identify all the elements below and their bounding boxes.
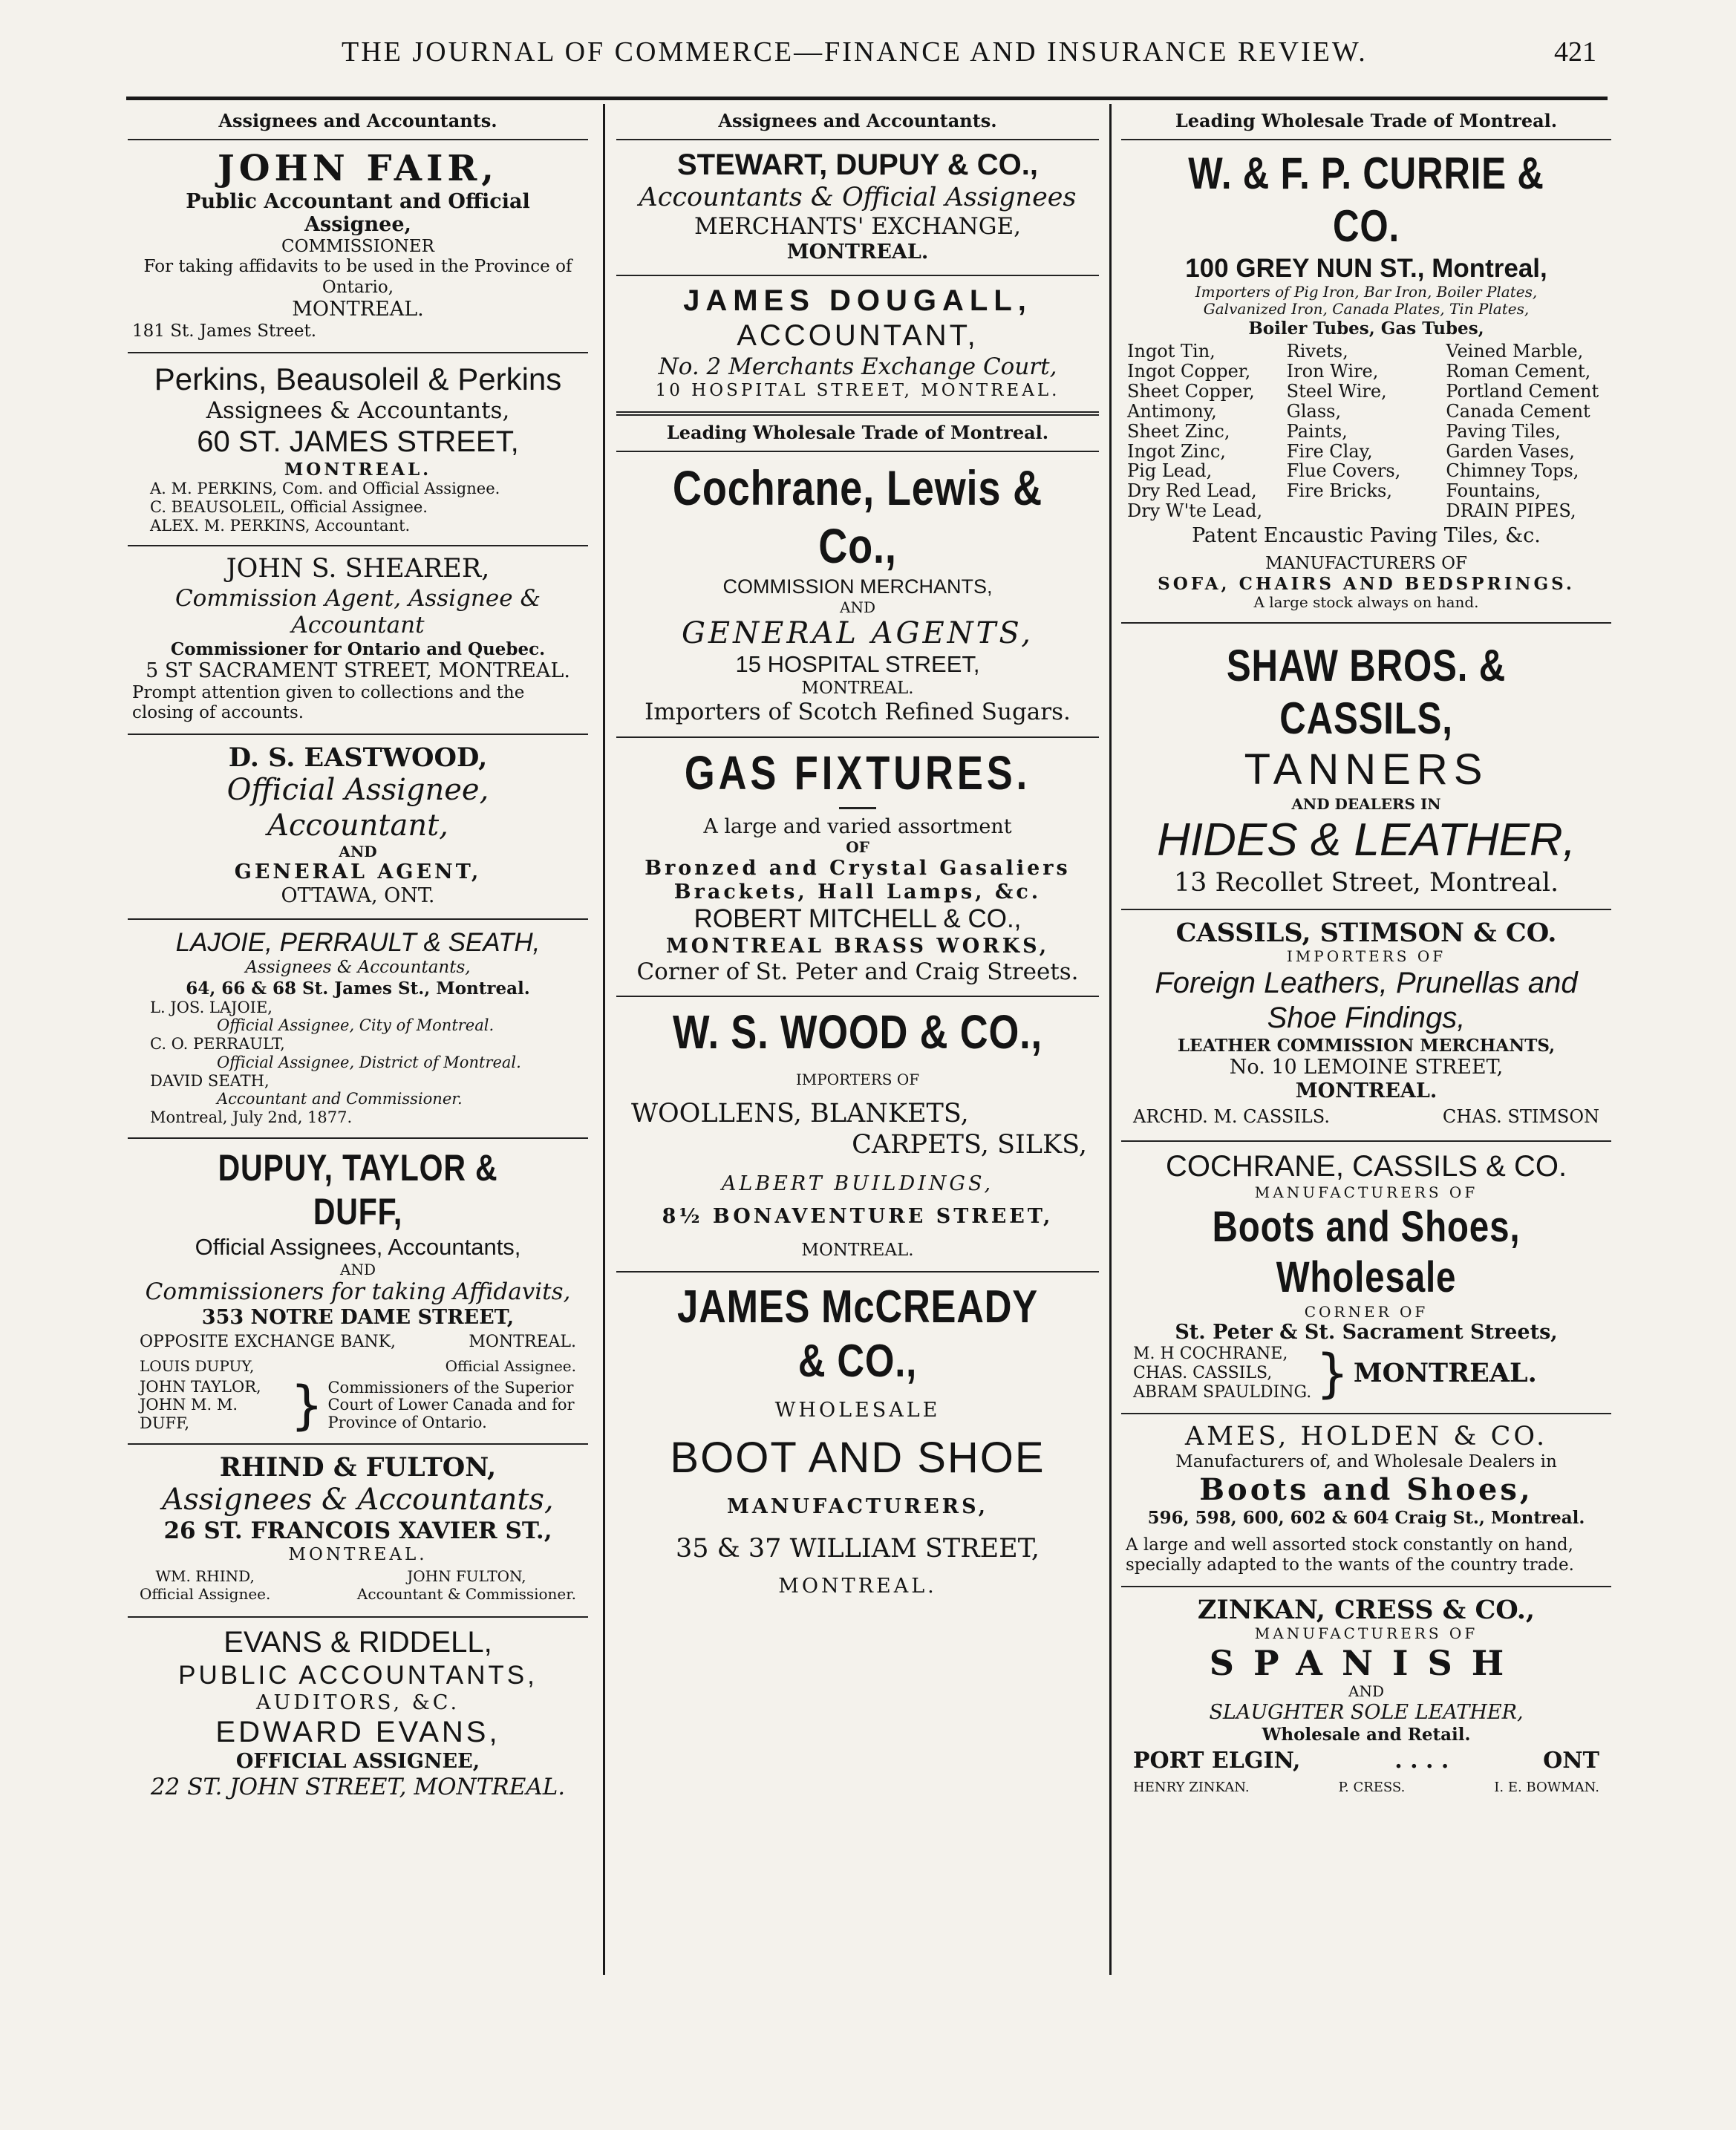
commission-purpose: For taking affidavits to be used in the Province of Ontario,: [143, 257, 572, 297]
advertiser-name: CASSILS, STIMSON & CO.: [1175, 917, 1557, 948]
journal-title: THE JOURNAL OF COMMERCE—FINANCE AND INSURANCE REVIEW.: [342, 36, 1368, 68]
advertiser-name: Perkins, Beausoleil & Perkins: [154, 361, 562, 396]
product-item: Garden Vases,: [1446, 440, 1575, 462]
product-item: Ingot Tin,: [1127, 341, 1215, 362]
product-item: Paving Tiles,: [1446, 420, 1561, 442]
partner: A. M. PERKINS, Com. and Official Assignee.: [150, 480, 500, 498]
building: ALBERT BUILDINGS,: [721, 1172, 994, 1195]
conjunction: AND: [340, 1260, 376, 1278]
ad-lajoie: [128, 920, 588, 1139]
location-row: [1126, 1745, 1607, 1777]
advertiser-role: Commission Agent, Assignee & Accountant: [174, 584, 541, 639]
ad-line: MONTREAL BRASS WORKS,: [665, 934, 1050, 958]
advertiser-role: GENERAL AGENTS,: [681, 616, 1034, 651]
partner-list: [132, 999, 584, 1127]
partner-left: [140, 1568, 270, 1603]
city: MONTREAL.: [801, 1240, 914, 1260]
partner-row: [1126, 1777, 1607, 1798]
street-address: 181 St. James Street.: [132, 321, 317, 341]
partner: L. JOS. LAJOIE,: [150, 998, 273, 1016]
tubes-line: Boiler Tubes, Gas Tubes,: [1248, 318, 1484, 339]
leader-dots: . . . .: [1394, 1747, 1449, 1774]
dealers-label: AND DEALERS IN: [1291, 794, 1441, 813]
partner: C. BEAUSOLEIL, Official Assignee.: [150, 497, 428, 516]
advertiser-name: W. & F. P. CURRIE & CO.: [1188, 148, 1544, 251]
partner-row: [132, 1354, 584, 1378]
advertiser-name: STEWART, DUPUY & CO.,: [677, 148, 1038, 181]
trade: TANNERS: [1244, 745, 1489, 794]
goods-line: WOOLLENS, BLANKETS,: [631, 1099, 969, 1129]
street-address: 35 & 37 WILLIAM STREET,: [675, 1534, 1040, 1564]
ad-line: Corner of St. Peter and Craig Streets.: [636, 958, 1079, 985]
brace-glyph: }: [1316, 1343, 1349, 1404]
advertiser-name: SHAW BROS. & CASSILS,: [1226, 640, 1507, 743]
partner: ABRAM SPAULDING.: [1133, 1382, 1312, 1402]
advertiser-name: W. S. WOOD & CO.,: [673, 1005, 1042, 1059]
ad-line: A large and varied assortment: [703, 815, 1012, 839]
page-number: 421: [1554, 36, 1596, 68]
product-item: Ingot Copper,: [1127, 361, 1251, 382]
street-address: 10 HOSPITAL STREET, MONTREAL.: [655, 380, 1060, 400]
partner-role: Accountant and Commissioner.: [217, 1090, 463, 1108]
advertiser-role: PUBLIC ACCOUNTANTS,: [178, 1661, 538, 1690]
ad-ws-wood: [616, 997, 1099, 1273]
city: MONTREAL.: [292, 297, 424, 321]
advertiser-role: Manufacturers of, and Wholesale Dealers in: [1175, 1452, 1557, 1472]
importers-label: IMPORTERS OF: [1286, 947, 1446, 966]
goods-line: Foreign Leathers, Prunellas and: [1155, 966, 1578, 999]
brace-glyph: }: [290, 1374, 324, 1436]
ad-cassils-stimson: [1121, 910, 1611, 1142]
ad-evans: [128, 1618, 588, 1811]
advertiser-name: AMES, HOLDEN & CO.: [1184, 1421, 1548, 1451]
partner-role: Official Assignee, City of Montreal.: [217, 1016, 495, 1035]
product-item: Sheet Copper,: [1127, 380, 1255, 402]
partner-role: Commissioners of the Superior Court of Lower Canada and for Province of Ontario.: [327, 1378, 575, 1431]
ad-line: Bronzed and Crystal Gasaliers: [645, 856, 1071, 880]
advertiser-name: DUPUY, TAYLOR & DUFF,: [218, 1147, 498, 1233]
person-title: OFFICIAL ASSIGNEE,: [235, 1749, 480, 1773]
street-address: No. 2 Merchants Exchange Court,: [658, 353, 1057, 381]
section-header: Assignees and Accountants.: [128, 104, 588, 140]
product-item: Iron Wire,: [1286, 361, 1379, 382]
product-grid: [1126, 339, 1607, 524]
manufacturers-label: MANUFACTURERS OF: [1254, 1624, 1478, 1643]
street-address: 26 ST. FRANCOIS XAVIER ST.,: [163, 1518, 552, 1545]
section-header: Assignees and Accountants.: [616, 104, 1099, 140]
street-address: 15 HOSPITAL STREET,: [735, 651, 980, 678]
product-item: Glass,: [1286, 400, 1342, 422]
product-item: Fire Clay,: [1286, 440, 1373, 462]
ad-perkins: [128, 353, 588, 547]
partner: JOHN TAYLOR,: [140, 1377, 261, 1396]
advertiser-name: Cochrane, Lewis & Co.,: [672, 460, 1043, 573]
auditors-label: AUDITORS, &C.: [255, 1690, 460, 1714]
ad-eastwood: [128, 735, 588, 920]
advertiser-name: RHIND & FULTON,: [219, 1451, 497, 1483]
ad-stewart-dupuy: [616, 140, 1099, 276]
advertiser-role: Assignees & Accountants,: [162, 1483, 554, 1518]
product-item: [1287, 501, 1446, 521]
product-item: Rivets,: [1286, 341, 1348, 362]
manufacturers-label: MANUFACTURERS OF: [1265, 553, 1467, 573]
partner: M. H COCHRANE,: [1133, 1345, 1288, 1364]
manufacturers-label: MANUFACTURERS OF: [1254, 1183, 1478, 1202]
partner-role: Official Assignee.: [140, 1584, 271, 1603]
street-address: 64, 66 & 68 St. James St., Montreal.: [186, 978, 530, 999]
product: Boots and Shoes,: [1199, 1472, 1533, 1508]
street-address: 8½ BONAVENTURE STREET,: [662, 1204, 1054, 1228]
advertiser-name: ZINKAN, CRESS & CO.,: [1197, 1594, 1536, 1625]
ad-mccready: [616, 1273, 1099, 1610]
city: MONTREAL.: [786, 241, 929, 264]
advertiser-role: Assignees & Accountants,: [206, 397, 510, 425]
location-row: [132, 1330, 584, 1354]
partner-role: Accountant & Commissioner.: [356, 1584, 576, 1603]
product-item: Ingot Zinc,: [1127, 440, 1226, 462]
partner: ARCHD. M. CASSILS.: [1133, 1105, 1330, 1127]
partner-bracket: [1126, 1345, 1607, 1402]
product-item: Roman Cement,: [1446, 361, 1591, 382]
product-item: Fountains,: [1446, 480, 1541, 502]
goods-line: CARPETS, SILKS,: [852, 1129, 1087, 1160]
ad-gas-fixtures: [616, 738, 1099, 997]
person-name: EDWARD EVANS,: [215, 1715, 500, 1748]
ad-dupuy: [128, 1139, 588, 1445]
street-address: 5 ST SACRAMENT STREET, MONTREAL.: [146, 659, 570, 683]
partner: CHAS. CASSILS,: [1133, 1364, 1273, 1383]
product-item: Dry W'te Lead,: [1127, 500, 1263, 522]
ad-line: Brackets, Hall Lamps, &c.: [673, 880, 1042, 904]
partner: HENRY ZINKAN.: [1133, 1779, 1250, 1795]
ad-rhind: [128, 1445, 588, 1618]
partner: ALEX. M. PERKINS, Accountant.: [150, 516, 411, 535]
ad-currie: [1121, 140, 1611, 624]
top-rule: [126, 97, 1608, 100]
conjunction: AND: [1348, 1682, 1384, 1701]
product-item: Flue Covers,: [1286, 460, 1401, 482]
column-2: [616, 104, 1099, 1990]
street-address: 100 GREY NUN ST., Montreal,: [1185, 253, 1547, 283]
manufacturers-label: MANUFACTURERS,: [726, 1495, 989, 1519]
product-item: Chimney Tops,: [1446, 460, 1579, 482]
product-item: Antimony,: [1127, 400, 1217, 422]
goods: HIDES & LEATHER,: [1157, 814, 1576, 866]
ad-ames-holden: [1121, 1414, 1611, 1587]
agent-label: GENERAL AGENT,: [234, 860, 482, 884]
city: MONTREAL.: [1353, 1358, 1537, 1389]
advertiser-name: JAMES DOUGALL,: [683, 284, 1032, 317]
column-3: [1121, 104, 1611, 1990]
advertiser-name: JOHN S. SHEARER,: [226, 554, 490, 584]
ad-james-dougall: [616, 276, 1099, 416]
product: BOOT AND SHOE: [670, 1433, 1045, 1482]
place: PORT ELGIN,: [1133, 1747, 1301, 1774]
product-item: Steel Wire,: [1286, 380, 1387, 402]
partner-list: [132, 480, 584, 535]
city: OTTAWA, ONT.: [281, 884, 435, 908]
advertiser-name: D. S. EASTWOOD,: [228, 742, 488, 774]
ad-cochrane-cassils: [1121, 1142, 1611, 1414]
partner-row: [132, 1565, 584, 1606]
partner-group: [132, 1378, 286, 1433]
advertiser-title: Public Accountant and Official Assignee,: [186, 189, 530, 237]
patent-line: Patent Encaustic Paving Tiles, &c.: [1192, 524, 1541, 548]
divider-bar: [839, 807, 876, 809]
partner: JOHN FULTON,: [407, 1567, 526, 1586]
partner: LOUIS DUPUY,: [140, 1356, 255, 1375]
city: MONTREAL.: [778, 1575, 937, 1598]
ad-zinkan-cress: [1121, 1587, 1611, 1809]
product-item: Veined Marble,: [1446, 341, 1584, 362]
product-item: Paints,: [1286, 420, 1348, 442]
advertiser-role: COMMISSION MERCHANTS,: [722, 575, 993, 598]
section-header: Leading Wholesale Trade of Montreal.: [1121, 104, 1611, 140]
product-item: Dry Red Lead,: [1127, 480, 1257, 502]
partner-row: [1126, 1103, 1607, 1130]
street-address: No. 10 LEMOINE STREET,: [1229, 1056, 1504, 1079]
partner-bracket: [132, 1374, 584, 1436]
partner-right: [357, 1568, 576, 1603]
advertiser-role: Accountants & Official Assignees: [639, 183, 1077, 213]
ad-shearer: [128, 546, 588, 735]
product-item: Sheet Zinc,: [1127, 420, 1230, 442]
advertiser-role: Official Assignee, Accountant,: [226, 773, 489, 843]
product-item: Fire Bricks,: [1286, 480, 1393, 502]
product: SLAUGHTER SOLE LEATHER,: [1209, 1700, 1524, 1724]
advertiser-role: LEATHER COMMISSION MERCHANTS,: [1177, 1036, 1556, 1056]
partner-group: [1133, 1345, 1311, 1402]
advertiser-role: ACCOUNTANT,: [737, 319, 979, 353]
conjunction: AND: [840, 598, 875, 616]
ad-john-fair: [128, 140, 588, 353]
wholesale-label: WHOLESALE: [774, 1398, 941, 1422]
advertiser-name: COCHRANE, CASSILS & CO.: [1165, 1149, 1567, 1183]
partner: WM. RHIND,: [155, 1567, 255, 1586]
advertiser-name: LAJOIE, PERRAULT & SEATH,: [175, 928, 541, 958]
street-address: 353 NOTRE DAME STREET,: [201, 1305, 515, 1329]
partner-role: Official Assignee, District of Montreal.: [217, 1053, 521, 1071]
product: Boots and Shoes, Wholesale: [1212, 1202, 1521, 1302]
street-address: 22 ST. JOHN STREET, MONTREAL.: [150, 1773, 566, 1800]
corner-label: CORNER OF: [1304, 1302, 1429, 1321]
city: MONTREAL.: [284, 460, 432, 480]
opposite-label: OPPOSITE EXCHANGE BANK,: [140, 1332, 397, 1351]
city: MONTREAL.: [288, 1544, 428, 1564]
product: SPANISH: [1209, 1642, 1524, 1683]
partner-role: Official Assignee.: [445, 1356, 576, 1375]
page-header: [119, 36, 1604, 80]
import-line: Importers of Pig Iron, Bar Iron, Boiler Plates,: [1195, 282, 1538, 301]
city: MONTREAL.: [801, 678, 914, 698]
advertiser-name: JAMES McCREADY & CO.,: [676, 1281, 1039, 1387]
note: Prompt attention given to collections and the closing of accounts.: [132, 682, 525, 722]
note: A large and well assorted stock constantly on hand, specially adapted to the wants of the country trade.: [1126, 1535, 1574, 1575]
commissioner-label: COMMISSIONER: [281, 237, 434, 257]
date: Montreal, July 2nd, 1877.: [150, 1108, 353, 1127]
partner: DAVID SEATH,: [150, 1071, 270, 1090]
street-address: 60 ST. JAMES STREET,: [197, 425, 519, 458]
column-1: [128, 104, 588, 1990]
advertiser-role: Official Assignees, Accountants,: [195, 1234, 521, 1261]
stock-note: A large stock always on hand.: [1253, 593, 1479, 612]
product-item: Portland Cement: [1446, 380, 1599, 402]
section-header: Leading Wholesale Trade of Montreal.: [616, 416, 1099, 452]
commissioner-label: Commissioner for Ontario and Quebec.: [170, 638, 546, 659]
goods-line: Shoe Findings,: [1267, 1001, 1466, 1034]
import-line: Galvanized Iron, Canada Plates, Tin Plates,: [1203, 300, 1530, 318]
advertiser-role: Assignees & Accountants,: [245, 958, 471, 978]
importers-label: IMPORTERS OF: [795, 1070, 920, 1088]
partner: JOHN M. M. DUFF,: [140, 1396, 238, 1433]
conjunction: AND: [339, 842, 377, 860]
products-line: SOFA, CHAIRS AND BEDSPRINGS.: [1158, 574, 1575, 595]
ad-line: ROBERT MITCHELL & CO.,: [694, 904, 1022, 934]
product-item: Canada Cement: [1446, 400, 1590, 422]
ad-shaw-bros: [1121, 624, 1611, 910]
commissioners-label: Commissioners for taking Affidavits,: [145, 1278, 571, 1306]
place: MERCHANTS' EXCHANGE,: [694, 213, 1021, 241]
advertiser-name: EVANS & RIDDELL,: [223, 1626, 492, 1659]
streets: St. Peter & St. Sacrament Streets,: [1175, 1321, 1558, 1345]
city: MONTREAL.: [1295, 1079, 1438, 1103]
partner: P. CRESS.: [1338, 1779, 1406, 1795]
column-divider-1: [603, 104, 605, 1975]
product-item: DRAIN PIPES,: [1446, 500, 1576, 522]
street-address: 13 Recollet Street, Montreal.: [1173, 867, 1559, 898]
street-address: 596, 598, 600, 602 & 604 Craig St., Montreal.: [1147, 1507, 1585, 1528]
product-item: Pig Lead,: [1127, 460, 1213, 482]
province: ONT: [1543, 1747, 1599, 1774]
column-divider-2: [1109, 104, 1112, 1975]
ad-cochrane-lewis: [616, 452, 1099, 738]
note: Importers of Scotch Refined Sugars.: [645, 699, 1071, 726]
advertiser-name: GAS FIXTURES.: [684, 745, 1031, 800]
advertiser-name: JOHN FAIR,: [217, 148, 499, 189]
partner: I. E. BOWMAN.: [1494, 1779, 1599, 1795]
city: MONTREAL.: [469, 1332, 576, 1351]
partner: C. O. PERRAULT,: [150, 1035, 285, 1053]
sale-label: Wholesale and Retail.: [1262, 1724, 1471, 1745]
partner: CHAS. STIMSON: [1442, 1105, 1599, 1127]
ad-line: OF: [846, 838, 869, 857]
